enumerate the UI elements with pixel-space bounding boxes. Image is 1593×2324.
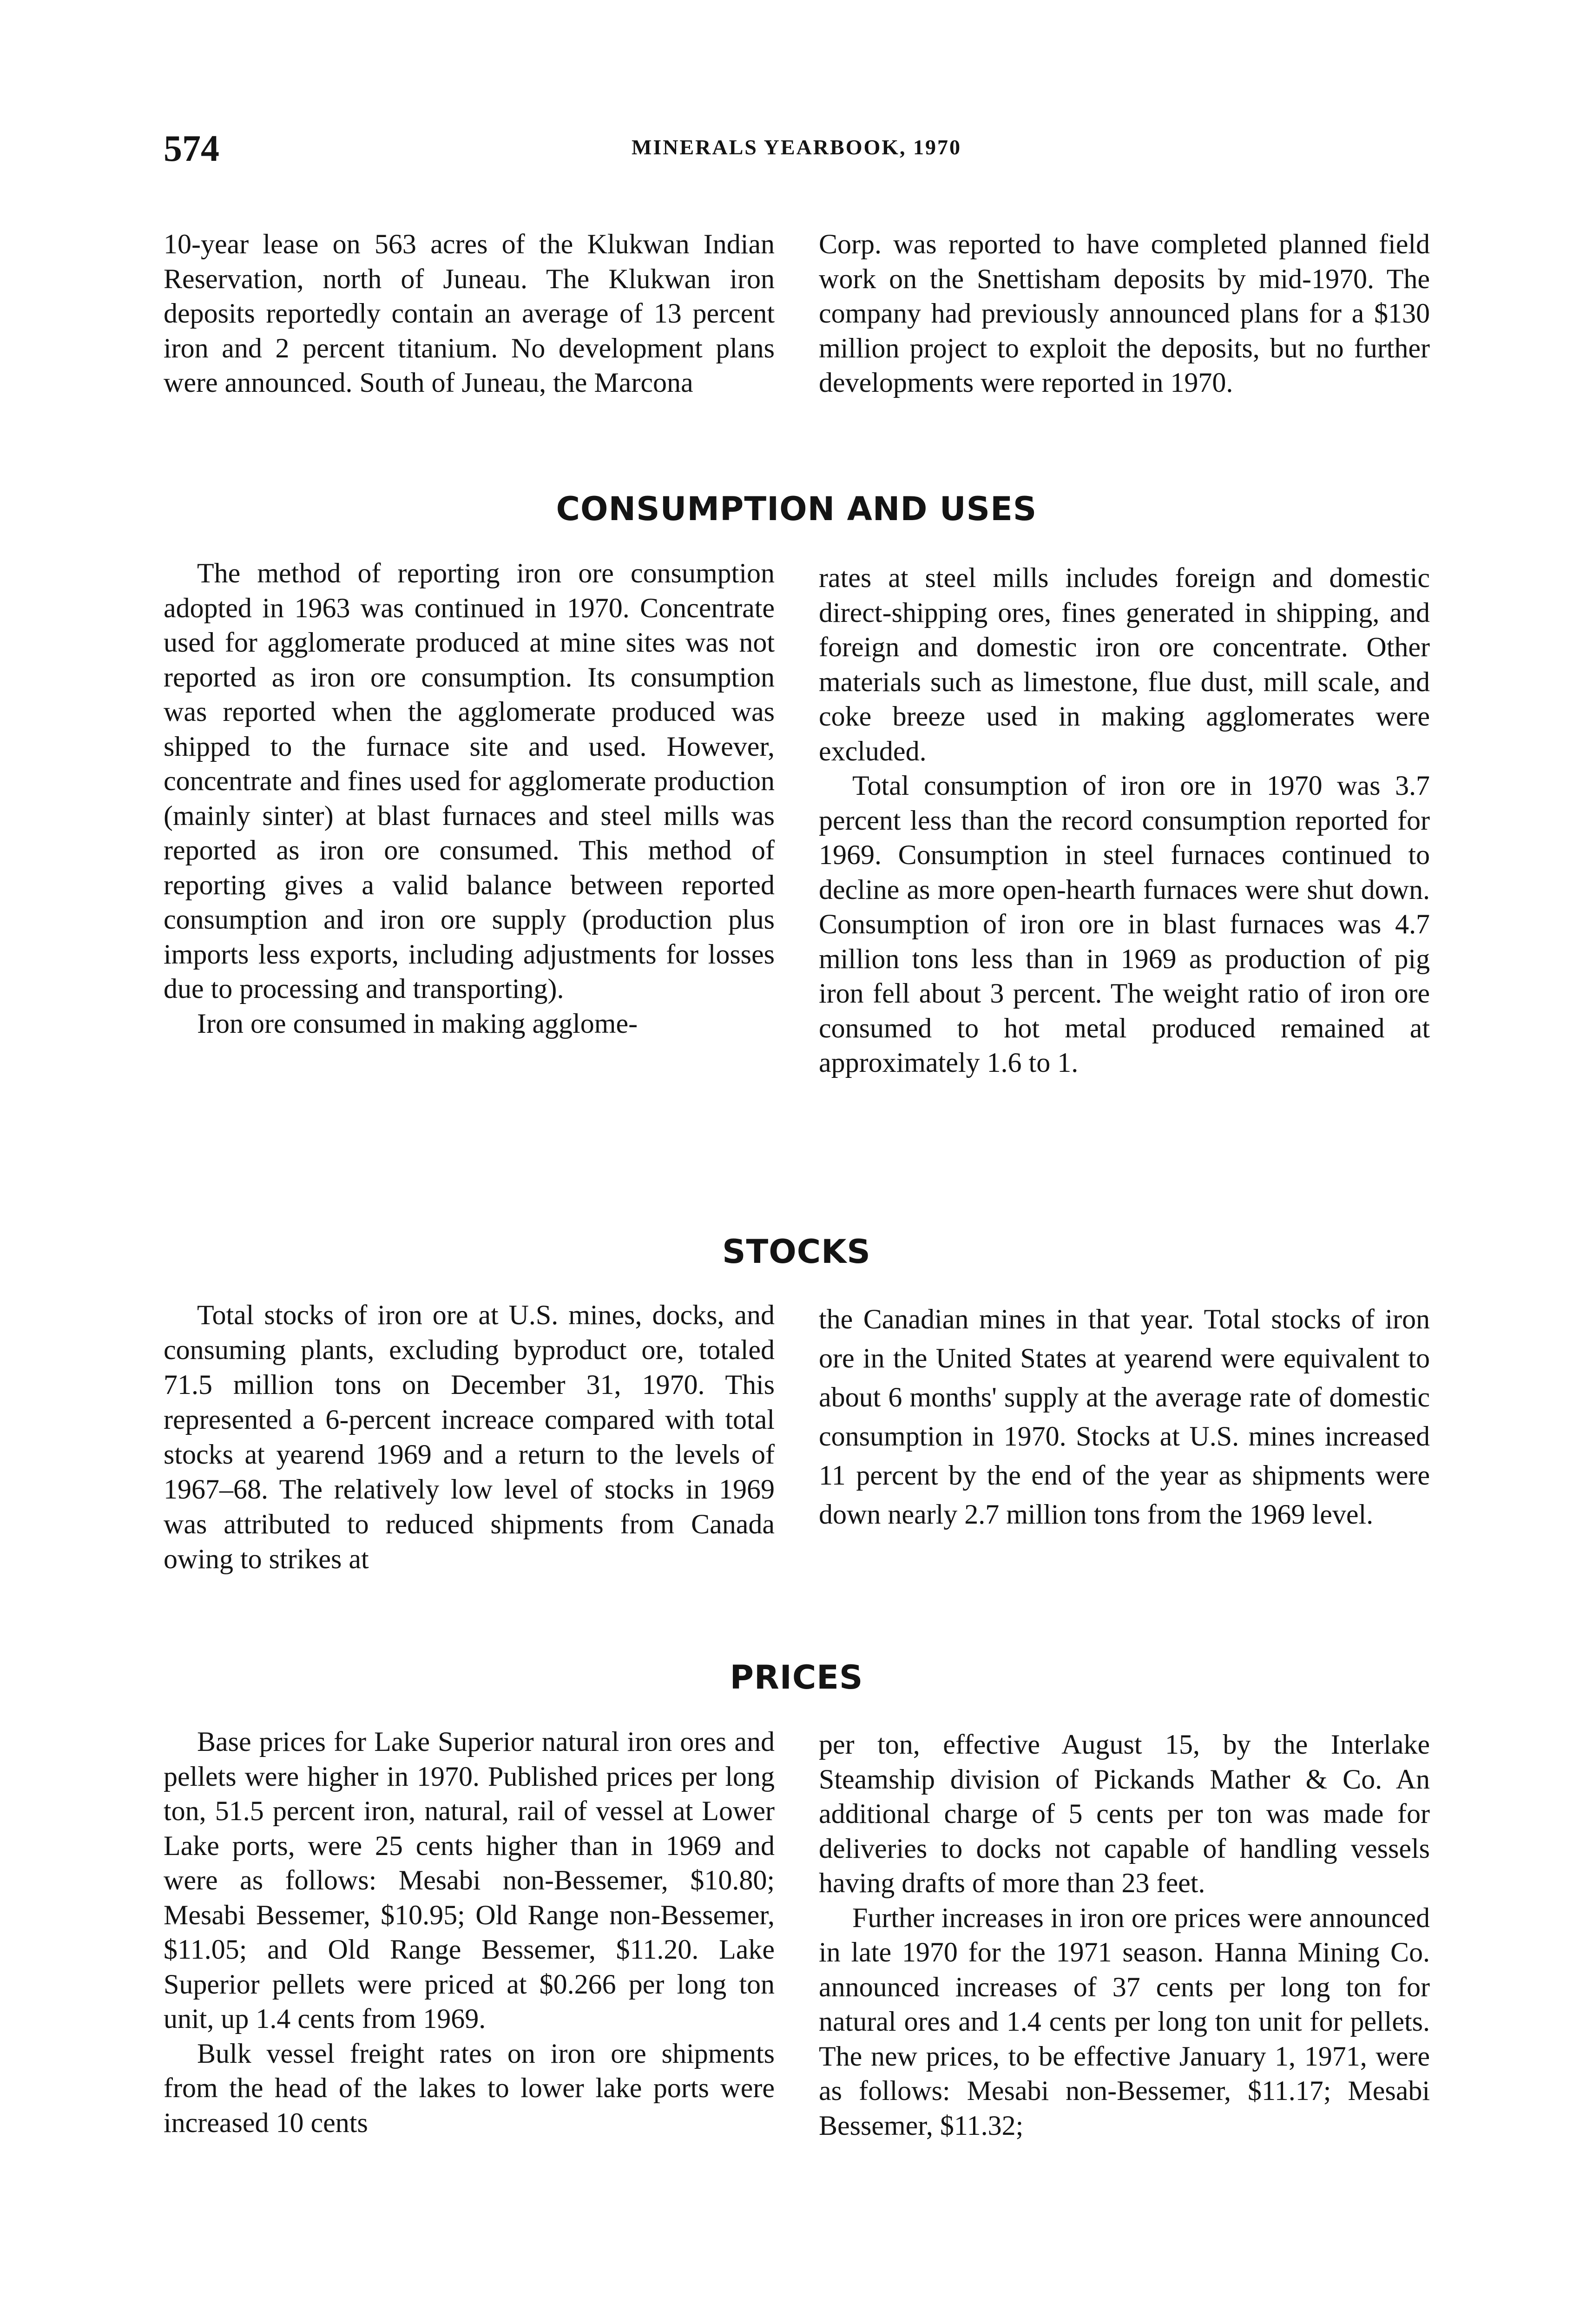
stocks-right-paragraph: the Canadian mines in that year. Total stocks of iron ore in the United States at yearend were equivalent to about 6 months' supply at the average rate of domestic consumption in 1970. Stocks at U.S. mines increased 11 percent by the end of the year as shipments were down nearly 2.7 million tons from the 1969 level. xyxy=(819,1304,1430,1530)
stocks-right-column xyxy=(819,1300,1430,1534)
prices-left-paragraph-2: Bulk vessel freight rates on iron ore shipments from the head of the lakes to lower lake ports were increased 10 cents xyxy=(164,2038,775,2138)
prices-left-paragraph-1: Base prices for Lake Superior natural iron ores and pellets were higher in 1970. Published prices per long ton, 51.5 percent iron, natural, rail of vessel at Lower Lake ports, were 25 cents higher than in 1969 and were as follows: Mesabi non-Bessemer, $10.80; Mesabi Bessemer, $10.95; Old Range non-Bessemer, $11.05; and Old Range Bessemer, $11.20. Lake Superior pellets were priced at $0.266 per long ton unit, up 1.4 cents from 1969. xyxy=(164,1726,775,2034)
stocks-heading: STOCKS xyxy=(722,1233,871,1271)
page-number: 574 xyxy=(164,128,219,169)
journal-title: MINERALS YEARBOOK, 1970 xyxy=(631,135,962,159)
consumption-right-paragraph-2: Total consumption of iron ore in 1970 was 3.7 percent less than the record consumption reported for 1969. Consumption in steel furnaces continued to decline as more open-hearth furnaces were shut down. Consumption of iron ore in blast furnaces was 4.7 million tons less than in 1969 as production of pig iron fell about 3 percent. The weight ratio of iron ore consumed to hot metal produced remained at approximately 1.6 to 1. xyxy=(819,770,1430,1078)
consumption-left-column xyxy=(164,556,775,1041)
prices-right-column xyxy=(819,1727,1430,2143)
running-head xyxy=(0,123,1593,179)
prices-heading: PRICES xyxy=(730,1658,863,1697)
intro-left-paragraph: 10-year lease on 563 acres of the Klukwan Indian Reservation, north of Juneau. The Klukwan iron deposits reportedly contain an average of 13 percent iron and 2 percent titanium. No development plans were announced. South of Juneau, the Marcona xyxy=(164,229,775,398)
prices-right-paragraph-1: per ton, effective August 15, by the Interlake Steamship division of Pickands Mather & Co. An additional charge of 5 cents per ton was made for deliveries to docks not capable of handling vessels having drafts of more than 23 feet. xyxy=(819,1729,1430,1898)
intro-right-paragraph: Corp. was reported to have completed planned field work on the Snettisham deposits by mid-1970. The company had previously announced plans for a $130 million project to exploit the deposits, but no further developments were reported in 1970. xyxy=(819,229,1430,398)
intro-right-column xyxy=(819,227,1430,400)
intro-left-column xyxy=(164,227,775,400)
prices-left-column xyxy=(164,1724,775,2140)
stocks-left-paragraph: Total stocks of iron ore at U.S. mines, docks, and consuming plants, excluding byproduct ore, totaled 71.5 million tons on December 31, 1970. This represented a 6-percent increace compared with total stocks at yearend 1969 and a return to the levels of 1967–68. The relatively low level of stocks in 1969 was attributed to reduced shipments from Canada owing to strikes at xyxy=(164,1300,775,1574)
consumption-left-paragraph-2: Iron ore consumed in making agglome- xyxy=(197,1008,638,1039)
consumption-heading: CONSUMPTION AND USES xyxy=(556,490,1037,528)
consumption-right-column xyxy=(819,561,1430,1080)
stocks-left-column xyxy=(164,1298,775,1577)
prices-right-paragraph-2: Further increases in iron ore prices were announced in late 1970 for the 1971 season. Hanna Mining Co. announced increases of 37 cents per long ton for natural ores and 1.4 cents per long ton unit for pellets. The new prices, to be effective January 1, 1971, were as follows: Mesabi non-Bessemer, $11.17; Mesabi Bessemer, $11.32; xyxy=(819,1902,1430,2141)
consumption-left-paragraph-1: The method of reporting iron ore consumption adopted in 1963 was continued in 1970. Concentrate used for agglomerate produced at mine sites was not reported as iron ore consumption. Its consumption was reported when the agglomerate produced was shipped to the furnace site and used. However, concentrate and fines used for agglomerate production (mainly sinter) at blast furnaces and steel mills was reported as iron ore consumed. This method of reporting gives a valid balance between reported consumption and iron ore supply (production plus imports less exports, including adjustments for losses due to processing and transporting). xyxy=(164,558,775,1004)
consumption-right-paragraph-1: rates at steel mills includes foreign and domestic direct-shipping ores, fines generated in shipping, and foreign and domestic iron ore concentrate. Other materials such as limestone, flue dust, mill scale, and coke breeze used in making agglomerates were excluded. xyxy=(819,562,1430,766)
